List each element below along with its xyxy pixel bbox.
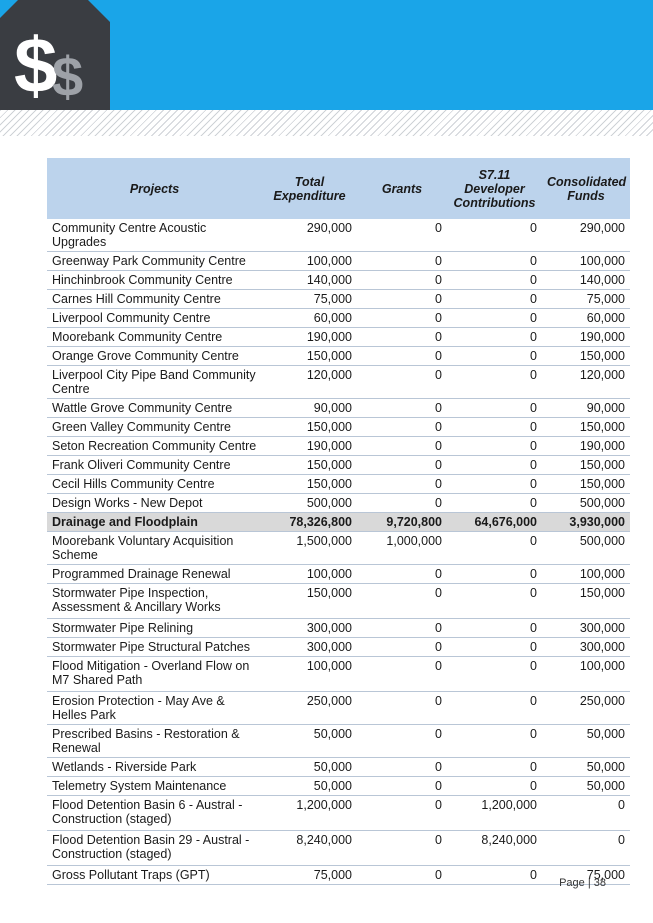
cell-developer-contributions: 0 [447,366,542,399]
cell-consolidated-funds: 50,000 [542,725,630,758]
header-grants: Grants [357,158,447,219]
cell-project: Hinchinbrook Community Centre [47,271,262,290]
cell-developer-contributions: 0 [447,657,542,692]
cell-grants: 0 [357,366,447,399]
cell-project: Green Valley Community Centre [47,418,262,437]
cell-total-expenditure: 150,000 [262,456,357,475]
cell-total-expenditure: 150,000 [262,475,357,494]
cell-consolidated-funds: 50,000 [542,758,630,777]
table-row [47,831,630,866]
cell-total-expenditure: 250,000 [262,692,357,725]
cell-grants: 0 [357,328,447,347]
cell-total-expenditure: 8,240,000 [262,831,357,866]
cell-project: Seton Recreation Community Centre [47,437,262,456]
cell-grants: 0 [357,692,447,725]
cell-developer-contributions: 0 [447,725,542,758]
cell-project: Erosion Protection - May Ave & Helles Park [47,692,262,725]
table-row [47,219,630,252]
cell-project: Stormwater Pipe Inspection, Assessment & Ancillary Works [47,584,262,619]
cell-project: Programmed Drainage Renewal [47,565,262,584]
header-projects: Projects [47,158,262,219]
table-row [47,252,630,271]
dollar-logo-icon [0,0,110,110]
cell-consolidated-funds: 190,000 [542,437,630,456]
table-row [47,290,630,309]
cell-developer-contributions: 0 [447,309,542,328]
cell-consolidated-funds: 300,000 [542,619,630,638]
cell-consolidated-funds: 140,000 [542,271,630,290]
table-row [47,692,630,725]
cell-developer-contributions: 0 [447,866,542,885]
cell-developer-contributions: 0 [447,638,542,657]
cell-project: Greenway Park Community Centre [47,252,262,271]
cell-developer-contributions: 0 [447,584,542,619]
cell-total-expenditure: 140,000 [262,271,357,290]
cell-consolidated-funds: 290,000 [542,219,630,252]
cell-total-expenditure: 90,000 [262,399,357,418]
cell-total-expenditure: 150,000 [262,584,357,619]
cell-total-expenditure: 150,000 [262,347,357,366]
cell-developer-contributions: 0 [447,328,542,347]
cell-grants: 0 [357,475,447,494]
cell-project: Flood Mitigation - Overland Flow on M7 Shared Path [47,657,262,692]
cell-total-expenditure: 190,000 [262,328,357,347]
header-total-expenditure: Total Expenditure [262,158,357,219]
cell-total-expenditure: 290,000 [262,219,357,252]
cell-total-expenditure: 50,000 [262,777,357,796]
cell-developer-contributions: 0 [447,347,542,366]
header-hatch-pattern [0,110,653,136]
table-row [47,866,630,885]
cell-grants: 0 [357,638,447,657]
table-row [47,347,630,366]
cell-total-expenditure: 120,000 [262,366,357,399]
table-row [47,725,630,758]
cell-project: Stormwater Pipe Structural Patches [47,638,262,657]
cell-consolidated-funds: 100,000 [542,252,630,271]
cell-developer-contributions: 64,676,000 [447,513,542,532]
cell-project: Flood Detention Basin 29 - Austral - Construction (staged) [47,831,262,866]
cell-consolidated-funds: 150,000 [542,347,630,366]
cell-total-expenditure: 78,326,800 [262,513,357,532]
cell-grants: 0 [357,796,447,831]
cell-consolidated-funds: 75,000 [542,866,630,885]
table-row [47,657,630,692]
cell-consolidated-funds: 150,000 [542,418,630,437]
cell-consolidated-funds: 300,000 [542,638,630,657]
cell-grants: 0 [357,565,447,584]
cell-total-expenditure: 75,000 [262,290,357,309]
cell-consolidated-funds: 0 [542,831,630,866]
cell-total-expenditure: 100,000 [262,252,357,271]
table-row [47,328,630,347]
header-consolidated-funds: Consolidated Funds [542,158,630,219]
section-row [47,513,630,532]
cell-total-expenditure: 500,000 [262,494,357,513]
cell-consolidated-funds: 0 [542,796,630,831]
cell-consolidated-funds: 150,000 [542,584,630,619]
cell-consolidated-funds: 150,000 [542,456,630,475]
cell-consolidated-funds: 190,000 [542,328,630,347]
cell-grants: 0 [357,418,447,437]
cell-consolidated-funds: 75,000 [542,290,630,309]
cell-developer-contributions: 0 [447,271,542,290]
cell-total-expenditure: 300,000 [262,638,357,657]
cell-project: Drainage and Floodplain [47,513,262,532]
table-row [47,456,630,475]
cell-consolidated-funds: 3,930,000 [542,513,630,532]
cell-total-expenditure: 60,000 [262,309,357,328]
cell-total-expenditure: 1,200,000 [262,796,357,831]
table-row [47,777,630,796]
cell-grants: 0 [357,494,447,513]
table-row [47,494,630,513]
cell-developer-contributions: 0 [447,456,542,475]
cell-project: Wetlands - Riverside Park [47,758,262,777]
cell-grants: 0 [357,399,447,418]
cell-grants: 0 [357,290,447,309]
cell-consolidated-funds: 100,000 [542,657,630,692]
cell-consolidated-funds: 250,000 [542,692,630,725]
cell-grants: 0 [357,219,447,252]
svg-text:$: $ [14,21,58,109]
table-row [47,271,630,290]
table-row [47,399,630,418]
cell-developer-contributions: 8,240,000 [447,831,542,866]
cell-project: Liverpool Community Centre [47,309,262,328]
cell-developer-contributions: 0 [447,252,542,271]
cell-grants: 0 [357,777,447,796]
cell-grants: 9,720,800 [357,513,447,532]
cell-developer-contributions: 1,200,000 [447,796,542,831]
cell-project: Community Centre Acoustic Upgrades [47,219,262,252]
cell-consolidated-funds: 120,000 [542,366,630,399]
cell-developer-contributions: 0 [447,219,542,252]
cell-total-expenditure: 300,000 [262,619,357,638]
cell-grants: 0 [357,309,447,328]
cell-developer-contributions: 0 [447,565,542,584]
cell-consolidated-funds: 500,000 [542,532,630,565]
cell-developer-contributions: 0 [447,494,542,513]
cell-grants: 0 [357,252,447,271]
cell-consolidated-funds: 150,000 [542,475,630,494]
table-row [47,532,630,565]
table-row [47,565,630,584]
cell-developer-contributions: 0 [447,290,542,309]
cell-grants: 0 [357,866,447,885]
cell-consolidated-funds: 60,000 [542,309,630,328]
cell-grants: 0 [357,456,447,475]
cell-project: Liverpool City Pipe Band Community Centre [47,366,262,399]
cell-grants: 0 [357,271,447,290]
table-row [47,418,630,437]
cell-project: Cecil Hills Community Centre [47,475,262,494]
table-row [47,437,630,456]
table-row [47,366,630,399]
cell-developer-contributions: 0 [447,758,542,777]
cell-total-expenditure: 100,000 [262,565,357,584]
table-header-row [47,158,630,219]
table-row [47,584,630,619]
cell-grants: 0 [357,831,447,866]
cell-project: Gross Pollutant Traps (GPT) [47,866,262,885]
svg-text:$: $ [52,45,84,108]
table-row [47,638,630,657]
cell-project: Prescribed Basins - Restoration & Renewal [47,725,262,758]
cell-grants: 0 [357,347,447,366]
cell-total-expenditure: 100,000 [262,657,357,692]
cell-grants: 0 [357,437,447,456]
cell-total-expenditure: 150,000 [262,418,357,437]
cell-total-expenditure: 1,500,000 [262,532,357,565]
budget-table [47,158,630,885]
cell-project: Telemetry System Maintenance [47,777,262,796]
cell-grants: 0 [357,657,447,692]
cell-grants: 1,000,000 [357,532,447,565]
table-row [47,796,630,831]
cell-project: Design Works - New Depot [47,494,262,513]
cell-consolidated-funds: 100,000 [542,565,630,584]
cell-total-expenditure: 50,000 [262,725,357,758]
page-number: Page | 38 [559,877,606,889]
cell-consolidated-funds: 500,000 [542,494,630,513]
table-row [47,619,630,638]
cell-grants: 0 [357,725,447,758]
cell-grants: 0 [357,758,447,777]
cell-developer-contributions: 0 [447,418,542,437]
table-row [47,475,630,494]
cell-developer-contributions: 0 [447,532,542,565]
table-row [47,309,630,328]
cell-developer-contributions: 0 [447,475,542,494]
cell-project: Moorebank Voluntary Acquisition Scheme [47,532,262,565]
cell-grants: 0 [357,584,447,619]
table-row [47,758,630,777]
cell-developer-contributions: 0 [447,777,542,796]
cell-consolidated-funds: 50,000 [542,777,630,796]
cell-project: Carnes Hill Community Centre [47,290,262,309]
cell-total-expenditure: 190,000 [262,437,357,456]
cell-project: Frank Oliveri Community Centre [47,456,262,475]
cell-consolidated-funds: 90,000 [542,399,630,418]
cell-developer-contributions: 0 [447,437,542,456]
cell-developer-contributions: 0 [447,619,542,638]
cell-project: Flood Detention Basin 6 - Austral - Construction (staged) [47,796,262,831]
cell-total-expenditure: 50,000 [262,758,357,777]
cell-project: Wattle Grove Community Centre [47,399,262,418]
header-developer-contributions: S7.11 Developer Contributions [447,158,542,219]
cell-project: Moorebank Community Centre [47,328,262,347]
cell-project: Orange Grove Community Centre [47,347,262,366]
cell-total-expenditure: 75,000 [262,866,357,885]
cell-developer-contributions: 0 [447,692,542,725]
cell-grants: 0 [357,619,447,638]
cell-developer-contributions: 0 [447,399,542,418]
cell-project: Stormwater Pipe Relining [47,619,262,638]
